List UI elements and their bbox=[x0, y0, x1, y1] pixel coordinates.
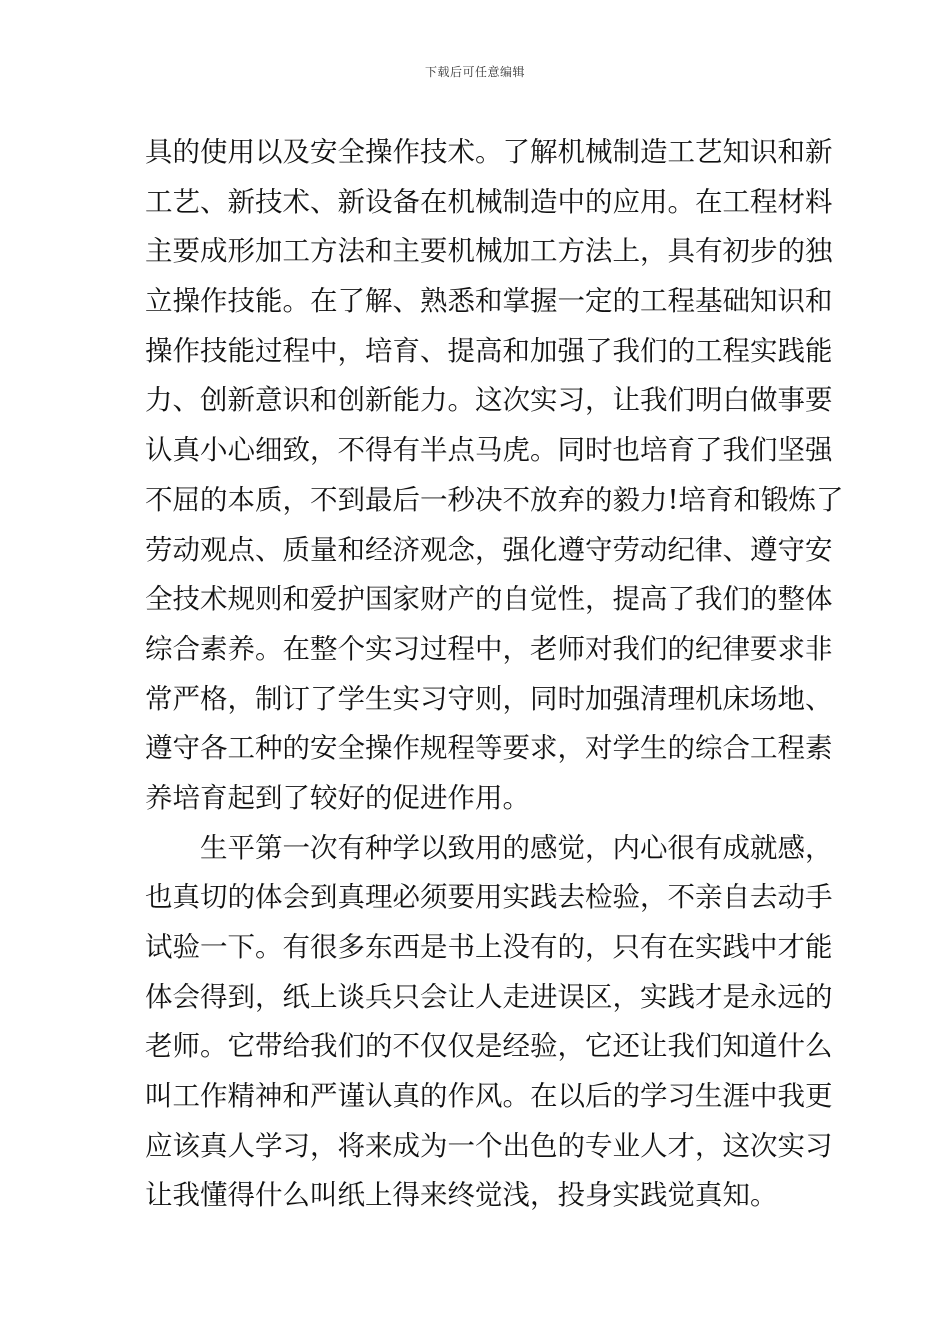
paragraph-1 bbox=[145, 128, 844, 824]
text-line: 应该真人学习，将来成为一个出色的专业人才，这次实习 bbox=[145, 1129, 833, 1162]
text-line: 不屈的本质，不到最后一秒决不放弃的毅力!培育和锻炼了 bbox=[145, 483, 844, 516]
text-line: 常严格，制订了学生实习守则，同时加强清理机床场地、 bbox=[145, 682, 833, 715]
text-line: 老师。它带给我们的不仅仅是经验，它还让我们知道什么 bbox=[145, 1030, 833, 1063]
text-line: 立操作技能。在了解、熟悉和掌握一定的工程基础知识和 bbox=[145, 285, 833, 318]
text-line: 综合素养。在整个实习过程中，老师对我们的纪律要求非 bbox=[145, 632, 833, 665]
text-line: 试验一下。有很多东西是书上没有的，只有在实践中才能 bbox=[145, 931, 833, 963]
text-line: 操作技能过程中，培育、提高和加强了我们的工程实践能 bbox=[145, 334, 833, 367]
page-header: 下载后可任意编辑 bbox=[424, 65, 525, 79]
text-line-first: 生平第一次有种学以致用的感觉，内心很有成就感， bbox=[200, 831, 833, 864]
text-line: 主要成形加工方法和主要机械加工方法上，具有初步的独 bbox=[145, 235, 833, 268]
text-line: 遵守各工种的安全操作规程等要求，对学生的综合工程素 bbox=[145, 732, 833, 765]
text-line: 叫工作精神和严谨认真的作风。在以后的学习生涯中我更 bbox=[145, 1080, 833, 1113]
text-line: 全技术规则和爱护国家财产的自觉性，提高了我们的整体 bbox=[145, 583, 833, 616]
paragraph-2 bbox=[145, 824, 833, 1222]
text-line: 体会得到，纸上谈兵只会让人走进误区，实践才是永远的 bbox=[145, 980, 833, 1013]
text-line: 认真小心细致，不得有半点马虎。同时也培育了我们坚强 bbox=[145, 434, 833, 467]
text-line: 工艺、新技术、新设备在机械制造中的应用。在工程材料 bbox=[145, 185, 833, 218]
text-line: 让我懂得什么叫纸上得来终觉浅，投身实践觉真知。 bbox=[145, 1179, 778, 1212]
text-line: 劳动观点、质量和经济观念，强化遵守劳动纪律、遵守安 bbox=[145, 533, 833, 566]
text-line: 具的使用以及安全操作技术。了解机械制造工艺知识和新 bbox=[145, 136, 833, 168]
text-line: 养培育起到了较好的促进作用。 bbox=[145, 781, 530, 814]
text-line: 也真切的体会到真理必须要用实践去检验，不亲自去动手 bbox=[145, 881, 833, 914]
text-line: 力、创新意识和创新能力。这次实习，让我们明白做事要 bbox=[145, 384, 833, 417]
document-body bbox=[145, 128, 844, 1221]
